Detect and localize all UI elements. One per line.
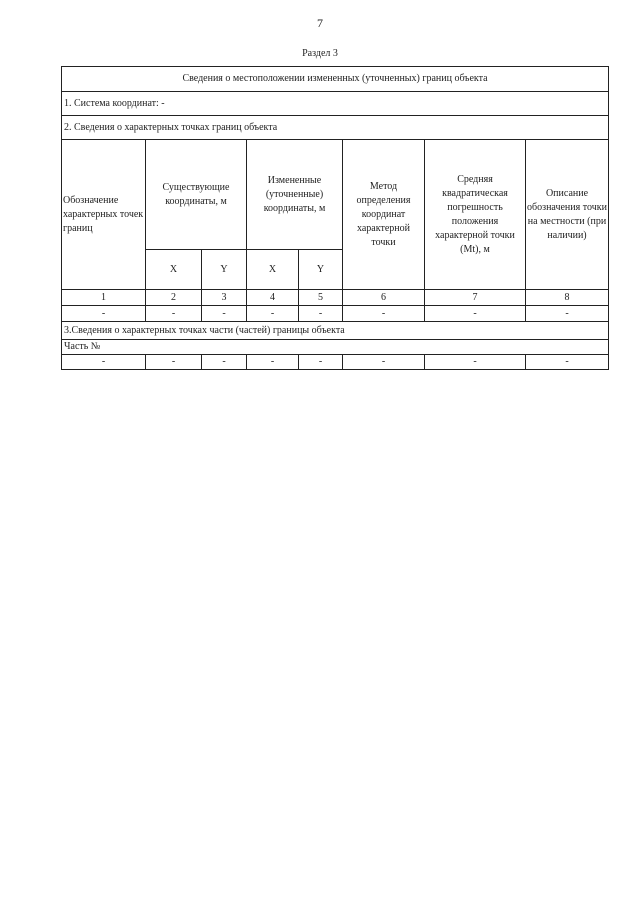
table-cell: - (425, 306, 526, 322)
header-existing-x: X (146, 250, 202, 290)
boundary-table (61, 66, 609, 370)
table-cell: - (146, 355, 202, 370)
part-data-row (62, 355, 609, 370)
table-cell: - (62, 355, 146, 370)
column-number: 2 (146, 290, 202, 306)
page-number: 7 (317, 16, 323, 30)
header-designation: Обозначение характерных точек границ (62, 140, 146, 290)
header-method: Метод определения координат характерной точки (343, 140, 425, 290)
column-number: 5 (299, 290, 343, 306)
header-changed-y: Y (299, 250, 343, 290)
header-accuracy: Средняя квадратическая погрешность положения характерной точки (Mt), м (425, 140, 526, 290)
part-number-row: Часть № (62, 340, 609, 355)
part-points-heading-row: 3.Сведения о характерных точках части (частей) границы объекта (62, 322, 609, 340)
table-title: Сведения о местоположении измененных (уточненных) границ объекта (62, 67, 609, 92)
table-cell: - (247, 306, 299, 322)
header-description: Описание обозначения точки на местности (при наличии) (526, 140, 609, 290)
column-number: 6 (343, 290, 425, 306)
table-cell: - (343, 306, 425, 322)
points-data-row (62, 306, 609, 322)
header-existing-y: Y (202, 250, 247, 290)
header-existing-coordinates: Существующие координаты, м (146, 140, 247, 250)
column-number: 8 (526, 290, 609, 306)
section-title: Раздел 3 (302, 48, 338, 59)
table-cell: - (146, 306, 202, 322)
coordinate-system-row: 1. Система координат: - (62, 92, 609, 116)
table-cell: - (202, 355, 247, 370)
table-cell: - (526, 306, 609, 322)
table-cell: - (526, 355, 609, 370)
table-cell: - (202, 306, 247, 322)
column-number: 1 (62, 290, 146, 306)
points-heading-row: 2. Сведения о характерных точках границ объекта (62, 116, 609, 140)
table-cell: - (299, 355, 343, 370)
table-cell: - (247, 355, 299, 370)
table-cell: - (62, 306, 146, 322)
table-cell: - (299, 306, 343, 322)
table-cell: - (343, 355, 425, 370)
table-cell: - (425, 355, 526, 370)
column-number: 7 (425, 290, 526, 306)
column-numbers-row (62, 290, 609, 306)
header-changed-coordinates: Измененные (уточненные) координаты, м (247, 140, 343, 250)
column-number: 3 (202, 290, 247, 306)
column-number: 4 (247, 290, 299, 306)
header-changed-x: X (247, 250, 299, 290)
